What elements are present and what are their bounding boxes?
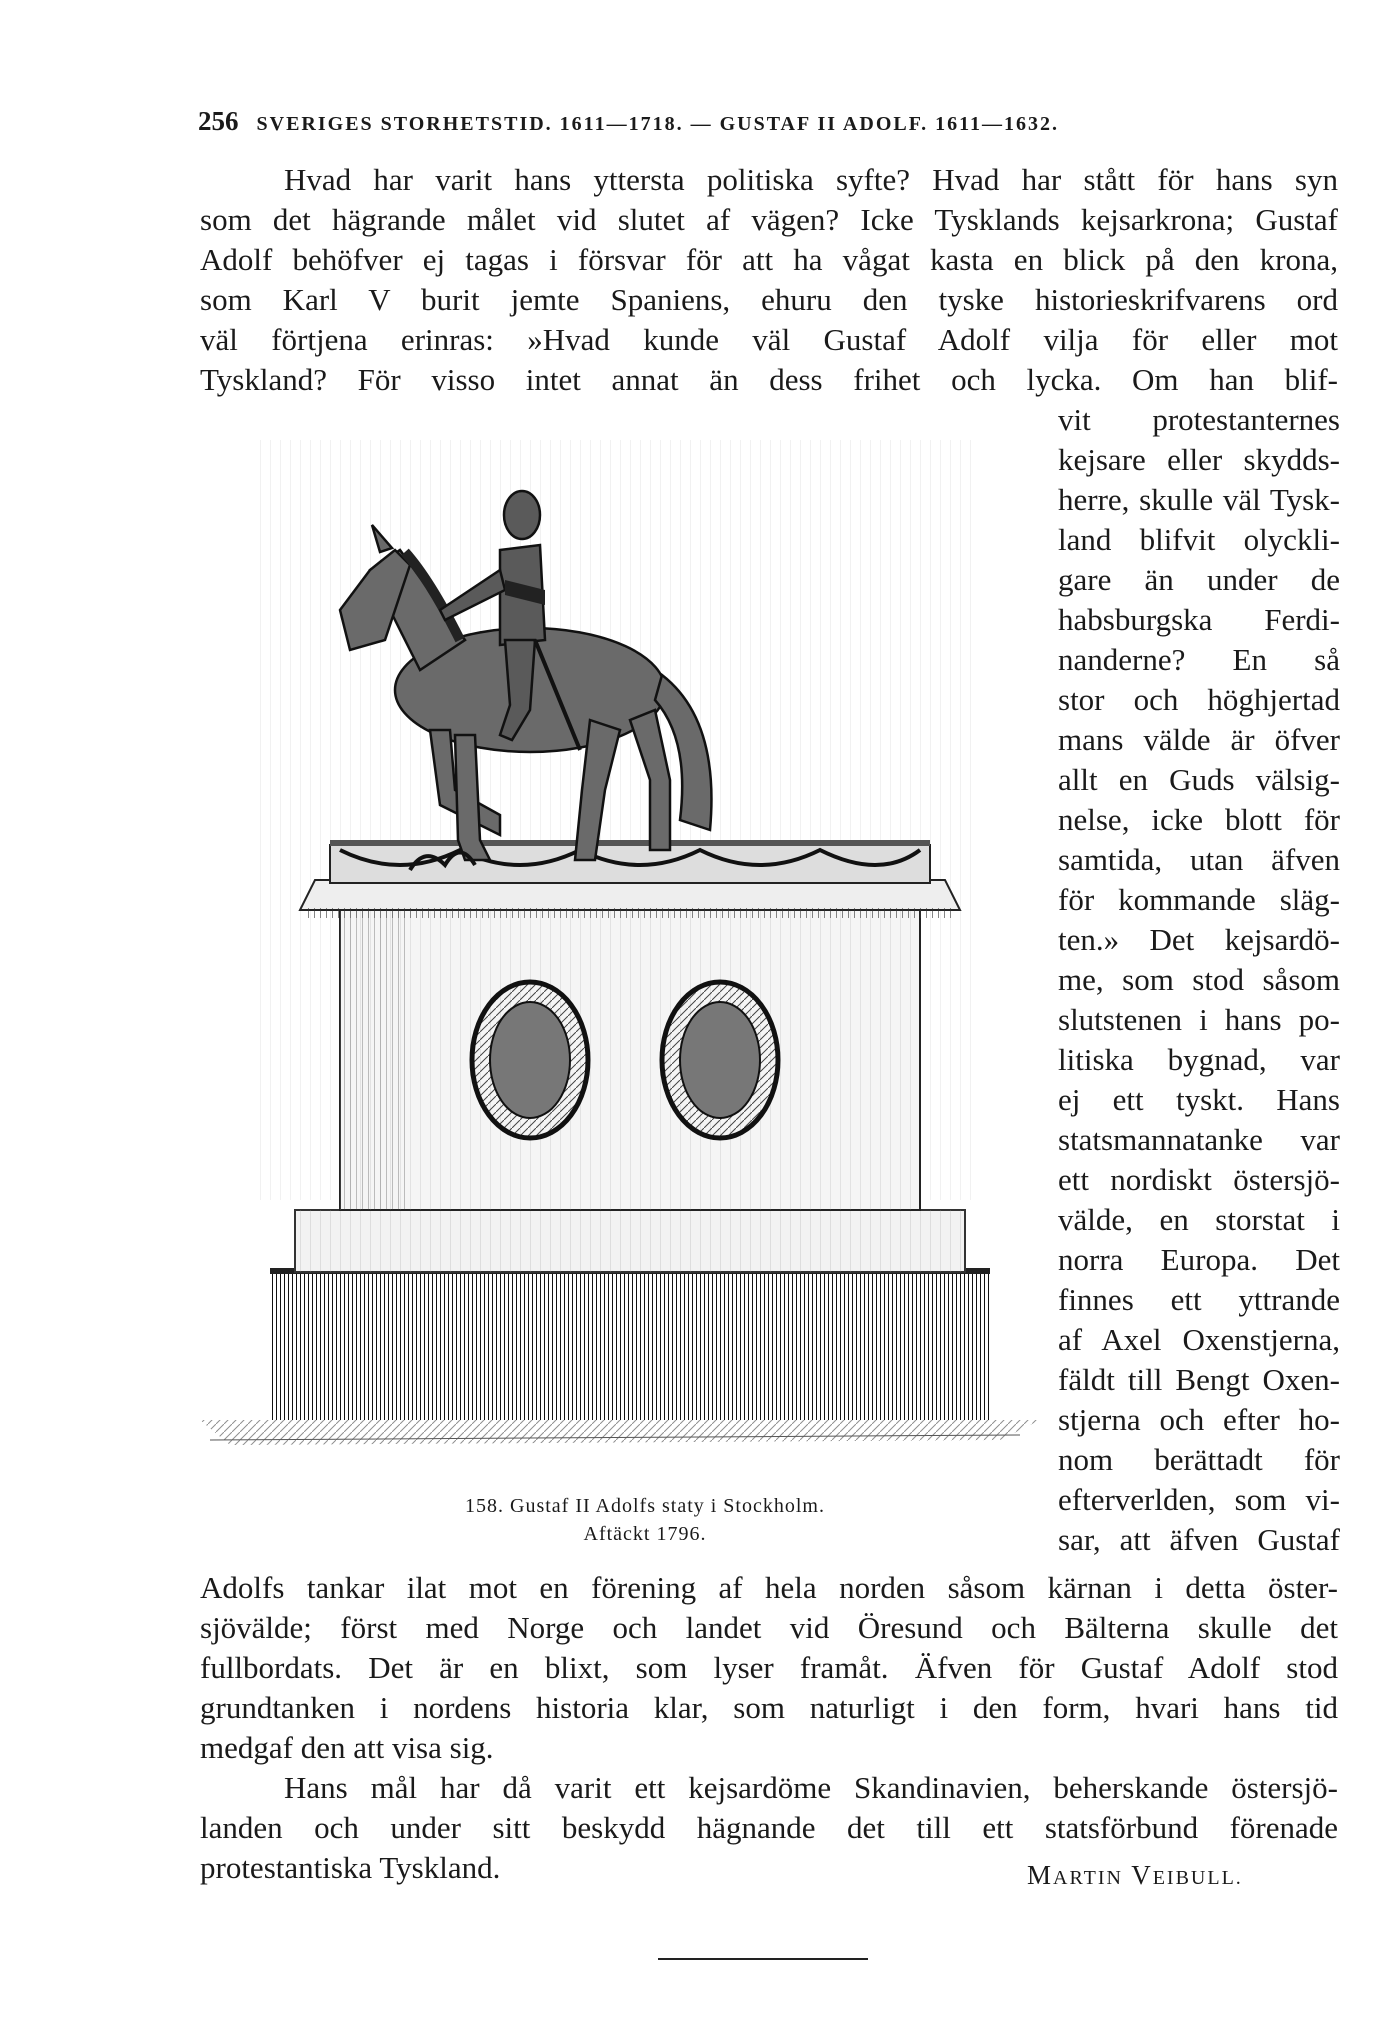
- text-line: af Axel Oxenstjerna,: [1058, 1322, 1340, 1357]
- text-line: som det hägrande målet vid slutet af vägen? Icke Tysklands kejsarkrona; Gustaf: [200, 202, 1338, 237]
- author-last-rest: EIBULL.: [1152, 1867, 1243, 1889]
- author-last-initial: V: [1131, 1860, 1153, 1890]
- text-line: nelse, icke blott för: [1058, 802, 1340, 837]
- text-line: slutstenen i hans po-: [1058, 1002, 1340, 1037]
- text-line: ten.» Det kejsardö-: [1058, 922, 1340, 957]
- text-line: stjerna och efter ho-: [1058, 1402, 1340, 1437]
- text-line: gare än under de: [1058, 562, 1340, 597]
- text-line: mans välde är öfver: [1058, 722, 1340, 757]
- running-header: [198, 106, 1318, 137]
- text-line: för kommande släg-: [1058, 882, 1340, 917]
- author-first-rest: ARTIN: [1053, 1867, 1123, 1889]
- text-line: allt en Guds välsig-: [1058, 762, 1340, 797]
- author-signature: [1027, 1860, 1243, 1891]
- text-line: me, som stod såsom: [1058, 962, 1340, 997]
- text-line: Adolfs tankar ilat mot en förening af hela norden såsom kärnan i detta öster-: [200, 1570, 1338, 1605]
- text-line: grundtanken i nordens historia klar, som naturligt i den form, hvari hans tid: [200, 1690, 1338, 1725]
- figure-caption: [385, 1492, 905, 1548]
- side-column: [1058, 400, 1340, 1560]
- caption-subtitle: Aftäckt 1796.: [583, 1523, 707, 1545]
- text-line: Adolf behöfver ej tagas i försvar för att ha vågat kasta en blick på den krona,: [200, 242, 1338, 277]
- text-line: sar, att äfven Gustaf: [1058, 1522, 1340, 1557]
- author-first-initial: M: [1027, 1860, 1054, 1890]
- text-line: kejsare eller skydds-: [1058, 442, 1340, 477]
- text-line: norra Europa. Det: [1058, 1242, 1340, 1277]
- text-line: herre, skulle väl Tysk-: [1058, 482, 1340, 517]
- text-line: väl förtjena erinras: »Hvad kunde väl Gustaf Adolf vilja för eller mot: [200, 322, 1338, 357]
- text-line: finnes ett yttrande: [1058, 1282, 1340, 1317]
- text-line: som Karl V burit jemte Spaniens, ehuru den tyske historieskrifvarens ord: [200, 282, 1338, 317]
- text-line: ett nordiskt östersjö-: [1058, 1162, 1340, 1197]
- text-line: vit protestanternes: [1058, 402, 1340, 437]
- text-line: statsmannatanke var: [1058, 1122, 1340, 1157]
- text-line: ej ett tyskt. Hans: [1058, 1082, 1340, 1117]
- text-line: fäldt till Bengt Oxen-: [1058, 1362, 1340, 1397]
- caption-title: 158. Gustaf II Adolfs staty i Stockholm.: [465, 1495, 825, 1517]
- text-line: samtida, utan äfven: [1058, 842, 1340, 877]
- text-line: medgaf den att visa sig.: [200, 1730, 494, 1765]
- text-line: litiska bygnad, var: [1058, 1042, 1340, 1077]
- end-rule: [658, 1958, 868, 1960]
- text-line: protestantiska Tyskland.: [200, 1850, 501, 1885]
- text-line: Hvad har varit hans yttersta politiska syfte? Hvad har stått för hans syn: [284, 162, 1338, 197]
- text-line: nom berättadt för: [1058, 1442, 1340, 1477]
- top-paragraph: [200, 160, 1338, 400]
- text-line: land blifvit olyckli-: [1058, 522, 1340, 557]
- text-line: landen och under sitt beskydd hägnande det till ett statsförbund förenade: [200, 1810, 1338, 1845]
- text-line: efterverlden, som vi-: [1058, 1482, 1340, 1517]
- text-line: Hans mål har då varit ett kejsardöme Skandinavien, beherskande östersjö-: [284, 1770, 1338, 1805]
- text-line: nanderne? En så: [1058, 642, 1340, 677]
- equestrian-statue-engraving: [200, 440, 1040, 1520]
- text-line: stor och höghjertad: [1058, 682, 1340, 717]
- running-title: SVERIGES STORHETSTID. 1611—1718. — GUSTAF II ADOLF. 1611—1632.: [256, 113, 1059, 135]
- text-line: sjövälde; först med Norge och landet vid Öresund och Bälterna skulle det: [200, 1610, 1338, 1645]
- text-line: välde, en storstat i: [1058, 1202, 1340, 1237]
- bottom-paragraph: [200, 1568, 1338, 1768]
- text-line: fullbordats. Det är en blixt, som lyser framåt. Äfven för Gustaf Adolf stod: [200, 1650, 1338, 1685]
- text-line: habsburgska Ferdi-: [1058, 602, 1340, 637]
- page-number: 256: [198, 106, 239, 136]
- statue-figure: [200, 440, 1040, 1520]
- text-line: Tyskland? För visso intet annat än dess frihet och lycka. Om han blif-: [200, 362, 1338, 397]
